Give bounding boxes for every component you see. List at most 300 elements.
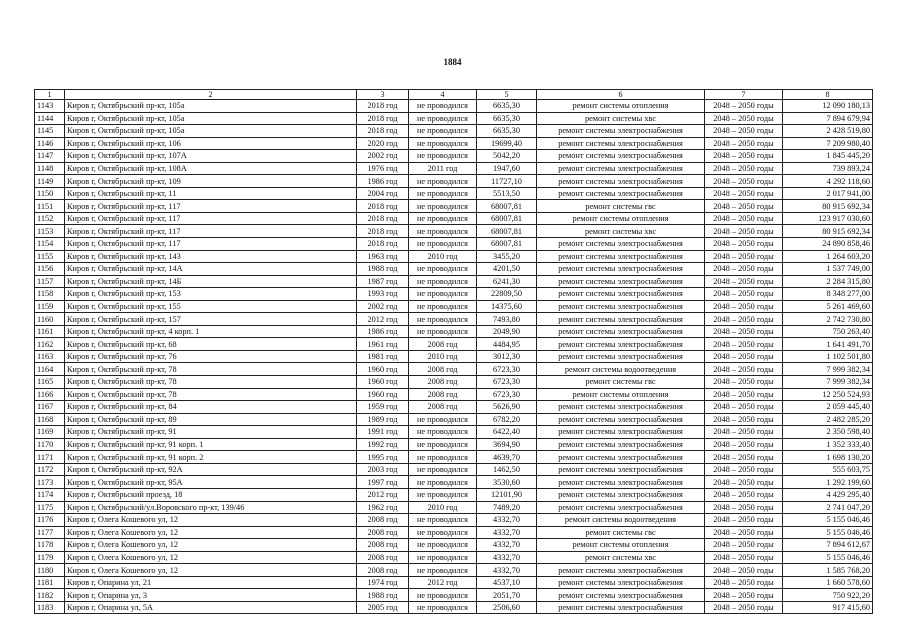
period-cell: 2048 – 2050 годы [705,526,783,539]
row-number: 1154 [35,238,65,251]
area-cell: 68007,81 [477,225,537,238]
row-number: 1174 [35,488,65,501]
address-cell: Киров г, Октябрьский пр-кт, 4 корп. 1 [65,325,357,338]
table-row [35,250,873,263]
cost-cell: 2 017 941,00 [783,187,873,200]
cost-cell: 1 264 603,20 [783,250,873,263]
address-cell: Киров г, Октябрьский пр-кт, 76 [65,350,357,363]
cost-cell: 739 893,24 [783,162,873,175]
last-repair-cell: не проводился [409,551,477,564]
address-cell: Киров г, Октябрьский пр-кт, 14А [65,263,357,276]
address-cell: Киров г, Октябрьский пр-кт, 153 [65,288,357,301]
cost-cell: 1 537 749,00 [783,263,873,276]
area-cell: 6782,20 [477,413,537,426]
commissioning-year-cell: 2005 год [357,601,409,614]
table-row [35,564,873,577]
last-repair-cell: не проводился [409,263,477,276]
table-row [35,551,873,564]
row-number: 1167 [35,401,65,414]
table-row [35,363,873,376]
table-row [35,438,873,451]
period-cell: 2048 – 2050 годы [705,388,783,401]
table-row [35,150,873,163]
address-cell: Киров г, Октябрьский пр-кт, 78 [65,363,357,376]
commissioning-year-cell: 2008 год [357,564,409,577]
work-type-cell: ремонт системы электроснабжения [537,275,705,288]
row-number: 1144 [35,112,65,125]
last-repair-cell: не проводился [409,564,477,577]
cost-cell: 1 845 445,20 [783,150,873,163]
last-repair-cell: 2008 год [409,388,477,401]
table-row [35,388,873,401]
area-cell: 1947,60 [477,162,537,175]
last-repair-cell: не проводился [409,438,477,451]
table-row [35,125,873,138]
last-repair-cell: не проводился [409,175,477,188]
work-type-cell: ремонт системы электроснабжения [537,401,705,414]
commissioning-year-cell: 1963 год [357,250,409,263]
last-repair-cell: не проводился [409,225,477,238]
last-repair-cell: не проводился [409,488,477,501]
cost-cell: 2 428 519,80 [783,125,873,138]
address-cell: Киров г, Олега Кошевого ул, 12 [65,526,357,539]
last-repair-cell: не проводился [409,300,477,313]
cost-cell: 917 415,60 [783,601,873,614]
row-number: 1175 [35,501,65,514]
area-cell: 4332,70 [477,539,537,552]
cost-cell: 1 698 130,20 [783,451,873,464]
area-cell: 5042,20 [477,150,537,163]
row-number: 1181 [35,576,65,589]
table-row [35,137,873,150]
period-cell: 2048 – 2050 годы [705,376,783,389]
cost-cell: 1 102 501,80 [783,350,873,363]
commissioning-year-cell: 1961 год [357,338,409,351]
area-cell: 4537,10 [477,576,537,589]
commissioning-year-cell: 2018 год [357,225,409,238]
commissioning-year-cell: 2002 год [357,150,409,163]
area-cell: 6723,30 [477,388,537,401]
capital-repair-table [34,89,873,614]
area-cell: 3455,20 [477,250,537,263]
period-cell: 2048 – 2050 годы [705,488,783,501]
cost-cell: 2 059 445,40 [783,401,873,414]
row-number: 1179 [35,551,65,564]
area-cell: 6241,30 [477,275,537,288]
table-row [35,100,873,113]
table-row [35,526,873,539]
work-type-cell: ремонт системы электроснабжения [537,463,705,476]
work-type-cell: ремонт системы электроснабжения [537,413,705,426]
last-repair-cell: 2008 год [409,376,477,389]
table-row [35,601,873,614]
commissioning-year-cell: 2008 год [357,551,409,564]
last-repair-cell: не проводился [409,325,477,338]
area-cell: 6635,30 [477,100,537,113]
table-row [35,162,873,175]
address-cell: Киров г, Октябрьский пр-кт, 105а [65,100,357,113]
work-type-cell: ремонт системы гвс [537,376,705,389]
address-cell: Киров г, Октябрьский пр-кт, 84 [65,401,357,414]
cost-cell: 7 999 382,34 [783,363,873,376]
row-number: 1147 [35,150,65,163]
area-cell: 5513,50 [477,187,537,200]
cost-cell: 7 894 612,67 [783,539,873,552]
period-cell: 2048 – 2050 годы [705,112,783,125]
row-number: 1145 [35,125,65,138]
table-row [35,576,873,589]
row-number: 1155 [35,250,65,263]
cost-cell: 5 155 046,46 [783,514,873,527]
work-type-cell: ремонт системы электроснабжения [537,187,705,200]
commissioning-year-cell: 1989 год [357,413,409,426]
table-row [35,288,873,301]
work-type-cell: ремонт системы электроснабжения [537,263,705,276]
cost-cell: 1 352 333,40 [783,438,873,451]
last-repair-cell: не проводился [409,288,477,301]
area-cell: 14375,60 [477,300,537,313]
period-cell: 2048 – 2050 годы [705,401,783,414]
last-repair-cell: 2011 год [409,162,477,175]
work-type-cell: ремонт системы электроснабжения [537,300,705,313]
area-cell: 2049,90 [477,325,537,338]
commissioning-year-cell: 2018 год [357,212,409,225]
last-repair-cell: не проводился [409,313,477,326]
period-cell: 2048 – 2050 годы [705,451,783,464]
row-number: 1171 [35,451,65,464]
work-type-cell: ремонт системы электроснабжения [537,162,705,175]
row-number: 1158 [35,288,65,301]
row-number: 1180 [35,564,65,577]
column-header: 6 [537,90,705,100]
commissioning-year-cell: 1992 год [357,438,409,451]
period-cell: 2048 – 2050 годы [705,426,783,439]
cost-cell: 2 350 598,40 [783,426,873,439]
cost-cell: 12 090 180,13 [783,100,873,113]
cost-cell: 7 894 679,94 [783,112,873,125]
table-row [35,514,873,527]
row-number: 1176 [35,514,65,527]
commissioning-year-cell: 1986 год [357,175,409,188]
row-number: 1165 [35,376,65,389]
period-cell: 2048 – 2050 годы [705,514,783,527]
table-body [35,100,873,614]
period-cell: 2048 – 2050 годы [705,338,783,351]
table-row [35,501,873,514]
period-cell: 2048 – 2050 годы [705,350,783,363]
cost-cell: 2 482 285,20 [783,413,873,426]
address-cell: Киров г, Октябрьский пр-кт, 105а [65,112,357,125]
address-cell: Киров г, Олега Кошевого ул, 12 [65,564,357,577]
table-row [35,212,873,225]
area-cell: 5626,90 [477,401,537,414]
address-cell: Киров г, Октябрьский пр-кт, 78 [65,376,357,389]
commissioning-year-cell: 1995 год [357,451,409,464]
work-type-cell: ремонт системы электроснабжения [537,350,705,363]
work-type-cell: ремонт системы электроснабжения [537,175,705,188]
area-cell: 6635,30 [477,112,537,125]
table-row [35,112,873,125]
table-row [35,488,873,501]
table-row [35,413,873,426]
address-cell: Киров г, Октябрьский пр-кт, 11 [65,187,357,200]
cost-cell: 4 292 118,60 [783,175,873,188]
last-repair-cell: не проводился [409,514,477,527]
work-type-cell: ремонт системы электроснабжения [537,576,705,589]
commissioning-year-cell: 2018 год [357,200,409,213]
cost-cell: 123 917 030,60 [783,212,873,225]
column-header: 4 [409,90,477,100]
address-cell: Киров г, Опарина ул, 5А [65,601,357,614]
work-type-cell: ремонт системы электроснабжения [537,438,705,451]
area-cell: 7489,20 [477,501,537,514]
period-cell: 2048 – 2050 годы [705,589,783,602]
row-number: 1161 [35,325,65,338]
period-cell: 2048 – 2050 годы [705,564,783,577]
table-row [35,426,873,439]
last-repair-cell: не проводился [409,150,477,163]
period-cell: 2048 – 2050 годы [705,463,783,476]
work-type-cell: ремонт системы электроснабжения [537,589,705,602]
commissioning-year-cell: 2008 год [357,514,409,527]
period-cell: 2048 – 2050 годы [705,539,783,552]
cost-cell: 24 890 858,46 [783,238,873,251]
commissioning-year-cell: 1993 год [357,288,409,301]
last-repair-cell: 2012 год [409,576,477,589]
cost-cell: 750 922,20 [783,589,873,602]
table-row [35,263,873,276]
work-type-cell: ремонт системы электроснабжения [537,313,705,326]
last-repair-cell: не проводился [409,413,477,426]
row-number: 1166 [35,388,65,401]
last-repair-cell: 2010 год [409,501,477,514]
period-cell: 2048 – 2050 годы [705,212,783,225]
period-cell: 2048 – 2050 годы [705,476,783,489]
commissioning-year-cell: 1987 год [357,275,409,288]
last-repair-cell: не проводился [409,426,477,439]
last-repair-cell: не проводился [409,476,477,489]
address-cell: Киров г, Октябрьский пр-кт, 108А [65,162,357,175]
cost-cell: 1 585 768,20 [783,564,873,577]
period-cell: 2048 – 2050 годы [705,438,783,451]
address-cell: Киров г, Октябрьский пр-кт, 91 [65,426,357,439]
work-type-cell: ремонт системы электроснабжения [537,476,705,489]
commissioning-year-cell: 1962 год [357,501,409,514]
last-repair-cell: не проводился [409,125,477,138]
area-cell: 3694,90 [477,438,537,451]
period-cell: 2048 – 2050 годы [705,100,783,113]
address-cell: Киров г, Октябрьский пр-кт, 107А [65,150,357,163]
work-type-cell: ремонт системы электроснабжения [537,488,705,501]
area-cell: 4639,70 [477,451,537,464]
column-header: 8 [783,90,873,100]
area-cell: 4484,95 [477,338,537,351]
last-repair-cell: не проводился [409,212,477,225]
area-cell: 1462,50 [477,463,537,476]
table-row [35,476,873,489]
table-row [35,275,873,288]
last-repair-cell: не проводился [409,187,477,200]
area-cell: 6635,30 [477,125,537,138]
commissioning-year-cell: 2002 год [357,300,409,313]
period-cell: 2048 – 2050 годы [705,162,783,175]
last-repair-cell: не проводился [409,275,477,288]
row-number: 1164 [35,363,65,376]
area-cell: 68007,81 [477,238,537,251]
area-cell: 4332,70 [477,526,537,539]
row-number: 1169 [35,426,65,439]
work-type-cell: ремонт системы электроснабжения [537,601,705,614]
address-cell: Киров г, Октябрьский пр-кт, 105а [65,125,357,138]
cost-cell: 2 742 730,80 [783,313,873,326]
row-number: 1149 [35,175,65,188]
column-header: 7 [705,90,783,100]
commissioning-year-cell: 2008 год [357,539,409,552]
work-type-cell: ремонт системы электроснабжения [537,150,705,163]
table-row [35,225,873,238]
last-repair-cell: не проводился [409,238,477,251]
address-cell: Киров г, Опарина ул, 3 [65,589,357,602]
address-cell: Киров г, Октябрьский пр-кт, 157 [65,313,357,326]
cost-cell: 5 261 469,60 [783,300,873,313]
column-header: 2 [65,90,357,100]
commissioning-year-cell: 2008 год [357,526,409,539]
commissioning-year-cell: 2018 год [357,238,409,251]
period-cell: 2048 – 2050 годы [705,137,783,150]
area-cell: 6422,40 [477,426,537,439]
address-cell: Киров г, Октябрьский пр-кт, 92А [65,463,357,476]
commissioning-year-cell: 2012 год [357,313,409,326]
period-cell: 2048 – 2050 годы [705,175,783,188]
table-row [35,451,873,464]
work-type-cell: ремонт системы электроснабжения [537,288,705,301]
commissioning-year-cell: 2020 год [357,137,409,150]
row-number: 1160 [35,313,65,326]
address-cell: Киров г, Октябрьский пр-кт, 78 [65,388,357,401]
period-cell: 2048 – 2050 годы [705,200,783,213]
period-cell: 2048 – 2050 годы [705,150,783,163]
work-type-cell: ремонт системы отопления [537,212,705,225]
commissioning-year-cell: 2018 год [357,112,409,125]
area-cell: 3012,30 [477,350,537,363]
header-row [35,90,873,100]
cost-cell: 80 915 692,34 [783,225,873,238]
work-type-cell: ремонт системы электроснабжения [537,338,705,351]
last-repair-cell: не проводился [409,601,477,614]
address-cell: Киров г, Октябрьский пр-кт, 68 [65,338,357,351]
table-row [35,300,873,313]
commissioning-year-cell: 1988 год [357,589,409,602]
period-cell: 2048 – 2050 годы [705,225,783,238]
period-cell: 2048 – 2050 годы [705,238,783,251]
period-cell: 2048 – 2050 годы [705,187,783,200]
area-cell: 12101,90 [477,488,537,501]
commissioning-year-cell: 1991 год [357,426,409,439]
row-number: 1172 [35,463,65,476]
area-cell: 11727,10 [477,175,537,188]
work-type-cell: ремонт системы водоотведения [537,514,705,527]
period-cell: 2048 – 2050 годы [705,501,783,514]
cost-cell: 7 209 980,40 [783,137,873,150]
row-number: 1182 [35,589,65,602]
row-number: 1148 [35,162,65,175]
table-row [35,313,873,326]
period-cell: 2048 – 2050 годы [705,288,783,301]
commissioning-year-cell: 1960 год [357,363,409,376]
area-cell: 6723,30 [477,376,537,389]
table-row [35,187,873,200]
address-cell: Киров г, Октябрьский пр-кт, 14Б [65,275,357,288]
area-cell: 6723,30 [477,363,537,376]
period-cell: 2048 – 2050 годы [705,325,783,338]
period-cell: 2048 – 2050 годы [705,300,783,313]
work-type-cell: ремонт системы хвс [537,112,705,125]
last-repair-cell: не проводился [409,539,477,552]
last-repair-cell: 2008 год [409,401,477,414]
row-number: 1177 [35,526,65,539]
table-row [35,200,873,213]
cost-cell: 8 348 277,00 [783,288,873,301]
period-cell: 2048 – 2050 годы [705,413,783,426]
last-repair-cell: не проводился [409,589,477,602]
period-cell: 2048 – 2050 годы [705,125,783,138]
last-repair-cell: не проводился [409,200,477,213]
work-type-cell: ремонт системы электроснабжения [537,250,705,263]
cost-cell: 5 155 046,46 [783,551,873,564]
row-number: 1170 [35,438,65,451]
address-cell: Киров г, Октябрьский пр-кт, 155 [65,300,357,313]
commissioning-year-cell: 1988 год [357,263,409,276]
commissioning-year-cell: 2012 год [357,488,409,501]
last-repair-cell: не проводился [409,451,477,464]
row-number: 1143 [35,100,65,113]
table-row [35,463,873,476]
last-repair-cell: 2008 год [409,363,477,376]
address-cell: Киров г, Октябрьский пр-кт, 91 корп. 1 [65,438,357,451]
address-cell: Киров г, Октябрьский пр-кт, 117 [65,238,357,251]
work-type-cell: ремонт системы электроснабжения [537,501,705,514]
commissioning-year-cell: 1960 год [357,376,409,389]
period-cell: 2048 – 2050 годы [705,601,783,614]
cost-cell: 750 263,40 [783,325,873,338]
commissioning-year-cell: 2003 год [357,463,409,476]
last-repair-cell: 2010 год [409,250,477,263]
cost-cell: 5 155 046,46 [783,526,873,539]
last-repair-cell: не проводился [409,463,477,476]
work-type-cell: ремонт системы отопления [537,388,705,401]
cost-cell: 4 429 295,40 [783,488,873,501]
work-type-cell: ремонт системы электроснабжения [537,238,705,251]
work-type-cell: ремонт системы отопления [537,539,705,552]
address-cell: Киров г, Олега Кошевого ул, 12 [65,514,357,527]
address-cell: Киров г, Октябрьский проезд, 18 [65,488,357,501]
address-cell: Киров г, Опарина ул, 21 [65,576,357,589]
period-cell: 2048 – 2050 годы [705,363,783,376]
cost-cell: 1 292 199,60 [783,476,873,489]
last-repair-cell: не проводился [409,100,477,113]
area-cell: 4332,70 [477,564,537,577]
work-type-cell: ремонт системы хвс [537,551,705,564]
commissioning-year-cell: 1986 год [357,325,409,338]
work-type-cell: ремонт системы электроснабжения [537,564,705,577]
work-type-cell: ремонт системы электроснабжения [537,325,705,338]
table-row [35,401,873,414]
last-repair-cell: 2010 год [409,350,477,363]
address-cell: Киров г, Октябрьский пр-кт, 91 корп. 2 [65,451,357,464]
commissioning-year-cell: 1974 год [357,576,409,589]
cost-cell: 1 641 491,70 [783,338,873,351]
area-cell: 3530,60 [477,476,537,489]
